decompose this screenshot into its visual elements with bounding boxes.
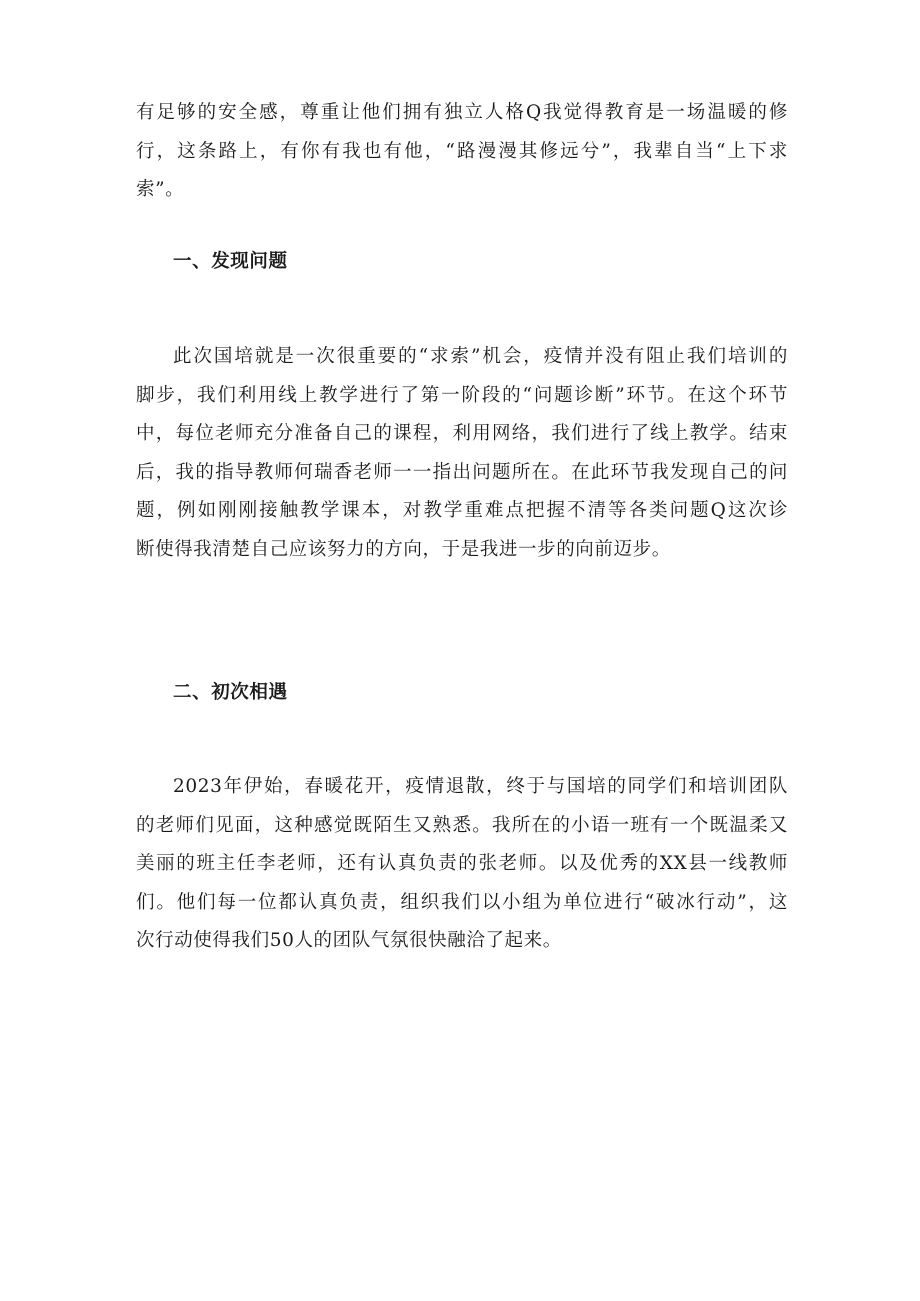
section1-paragraph [136,338,788,569]
paragraph-line: 此次国培就是一次很重要的“求索”机会，疫情并没有阻止我们培训的 [173,346,788,367]
paragraph-line: 中，每位老师充分准备自己的课程，利用网络，我们进行了线上教学。结束 [136,423,788,444]
intro-paragraph [136,94,788,210]
section-heading-1: 一、发现问题 [173,251,288,272]
paragraph-line: 断使得我清楚自己应该努力的方向，于是我进一步的向前迈步。 [136,538,671,560]
paragraph-line: 题，例如刚刚接触教学课本，对教学重难点把握不清等各类问题Q这次诊 [136,500,788,521]
paragraph-line: 次行动使得我们50人的团队气氛很快融洽了起来。 [136,930,562,951]
paragraph-line: 美丽的班主任李老师，还有认真负责的张老师。以及优秀的XX县一线教师 [136,853,788,874]
paragraph-line: 后，我的指导教师何瑞香老师一一指出问题所在。在此环节我发现自己的问 [136,461,788,483]
section2-paragraph [136,768,788,961]
paragraph-line: 行，这条路上，有你有我也有他，“路漫漫其修远兮”，我辈自当“上下求 [136,140,788,162]
paragraph-line: 有足够的安全感，尊重让他们拥有独立人格Q我觉得教育是一场温暖的修 [136,102,788,123]
paragraph-line: 索”。 [136,179,185,200]
section-heading-2: 二、初次相遇 [173,682,288,703]
paragraph-line: 脚步，我们利用线上教学进行了第一阶段的“问题诊断”环节。在这个环节 [136,384,788,406]
paragraph-line: 2023年伊始，春暖花开，疫情退散，终于与国培的同学们和培训团队 [173,776,788,797]
paragraph-line: 们。他们每一位都认真负责，组织我们以小组为单位进行“破冰行动”，这 [136,891,788,913]
paragraph-line: 的老师们见面，这种感觉既陌生又熟悉。我所在的小语一班有一个既温柔又 [136,814,788,836]
